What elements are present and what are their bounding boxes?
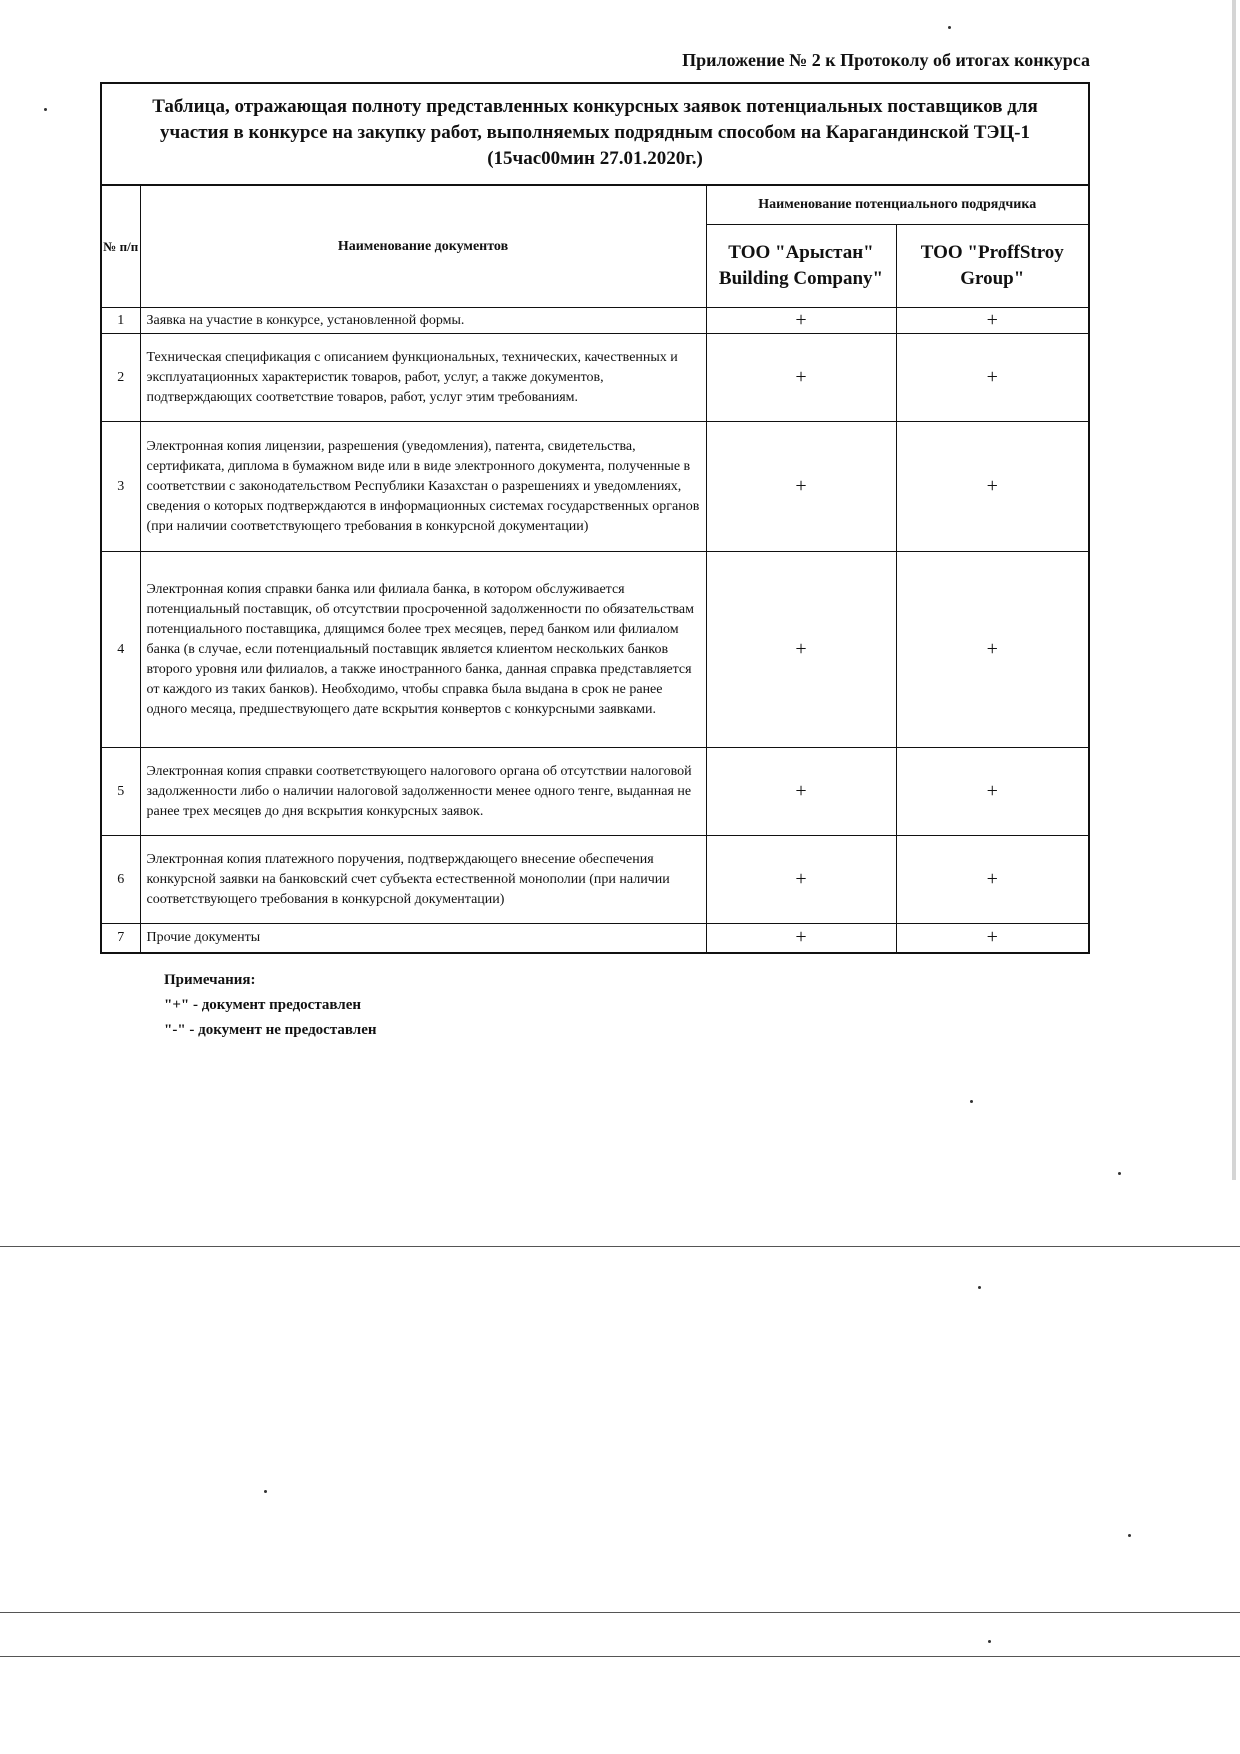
row-document: Прочие документы — [140, 924, 706, 952]
mark-supplier-1: + — [706, 334, 896, 422]
scan-speck — [978, 1286, 981, 1289]
table-row — [102, 924, 1088, 952]
note-minus: "-" - документ не предоставлен — [164, 1022, 377, 1038]
scan-line — [0, 1246, 1240, 1247]
scan-line — [0, 1656, 1240, 1657]
scan-edge — [1232, 0, 1236, 1180]
mark-supplier-1: + — [706, 308, 896, 334]
mark-supplier-2: + — [896, 552, 1088, 748]
mark-supplier-1: + — [706, 552, 896, 748]
notes-heading: Примечания: — [164, 972, 256, 988]
row-number: 7 — [102, 924, 140, 952]
row-number: 6 — [102, 836, 140, 924]
scan-speck — [44, 108, 47, 111]
row-document: Электронная копия платежного поручения, подтверждающего внесение обеспечения конкурсной заявки на банковский счет субъекта естественной монополии (при наличии соответствующего требования в конкурсной документации) — [140, 836, 706, 924]
mark-supplier-1: + — [706, 748, 896, 836]
mark-supplier-1: + — [706, 924, 896, 952]
row-number: 2 — [102, 334, 140, 422]
mark-supplier-1: + — [706, 422, 896, 552]
row-number: 1 — [102, 308, 140, 334]
scan-speck — [948, 26, 951, 29]
scan-speck — [264, 1490, 267, 1493]
table-row — [102, 308, 1088, 334]
note-plus: "+" - документ предоставлен — [164, 997, 362, 1013]
mark-supplier-2: + — [896, 422, 1088, 552]
header-supplier-1: ТОО "Арыстан" Building Company" — [706, 225, 896, 308]
completeness-table — [100, 82, 1090, 954]
scan-line — [0, 1612, 1240, 1613]
header-supplier-2: ТОО "ProffStroy Group" — [896, 225, 1088, 308]
row-document: Электронная копия справки банка или филиала банка, в котором обслуживается потенциальный поставщик, об отсутствии просроченной задолженности по обязательствам потенциального поставщика, длящимся более трех месяцев, перед банком или филиалом банка (в случае, если потенциальный поставщик является клиентом нескольких банков второго уровня или филиалов, а также иностранного банка, данная справка представляется от каждого из таких банков). Необходимо, чтобы справка была выдана в срок не ранее одного месяца, предшествующего дате вскрытия конвертов с конкурсными заявками. — [140, 552, 706, 748]
scan-speck — [1128, 1534, 1131, 1537]
scan-speck — [970, 1100, 973, 1103]
mark-supplier-2: + — [896, 334, 1088, 422]
table-row — [102, 836, 1088, 924]
table-row — [102, 748, 1088, 836]
table-row — [102, 422, 1088, 552]
annex-caption: Приложение № 2 к Протоколу об итогах конкурса — [682, 50, 1090, 70]
row-document: Электронная копия лицензии, разрешения (уведомления), патента, свидетельства, сертификата, диплома в бумажном виде или в виде электронного документа, полученные в соответствии с законодательством Республики Казахстан о разрешениях и уведомлениях, сведения о которых подтверждаются в информационных системах государственных органов (при наличии соответствующего требования в конкурсной документации) — [140, 422, 706, 552]
mark-supplier-2: + — [896, 924, 1088, 952]
table-row — [102, 334, 1088, 422]
mark-supplier-1: + — [706, 836, 896, 924]
documents-grid — [102, 186, 1088, 952]
header-supplier-group: Наименование потенциального подрядчика — [706, 186, 1088, 225]
row-number: 5 — [102, 748, 140, 836]
mark-supplier-2: + — [896, 308, 1088, 334]
header-documents: Наименование документов — [140, 186, 706, 308]
mark-supplier-2: + — [896, 748, 1088, 836]
row-document: Заявка на участие в конкурсе, установленной формы. — [140, 308, 706, 334]
table-title: Таблица, отражающая полноту представленных конкурсных заявок потенциальных поставщиков для участия в конкурсе на закупку работ, выполняемых подрядным способом на Карагандинской ТЭЦ-1 (15час00мин 27.01.2020г.) — [102, 84, 1088, 186]
header-num: № п/п — [102, 186, 140, 308]
header-row — [102, 186, 1088, 225]
scan-speck — [1118, 1172, 1121, 1175]
row-number: 3 — [102, 422, 140, 552]
row-document: Техническая спецификация с описанием функциональных, технических, качественных и эксплуатационных характеристик товаров, работ, услуг, а также документов, подтверждающих соответствие товаров, работ, услуг этим требованиям. — [140, 334, 706, 422]
scan-speck — [988, 1640, 991, 1643]
row-number: 4 — [102, 552, 140, 748]
mark-supplier-2: + — [896, 836, 1088, 924]
row-document: Электронная копия справки соответствующего налогового органа об отсутствии налоговой задолженности либо о наличии налоговой задолженности менее одного тенге, выданная не ранее трех месяцев до дня вскрытия конкурсных заявок. — [140, 748, 706, 836]
table-row — [102, 552, 1088, 748]
notes-block — [164, 968, 377, 1043]
